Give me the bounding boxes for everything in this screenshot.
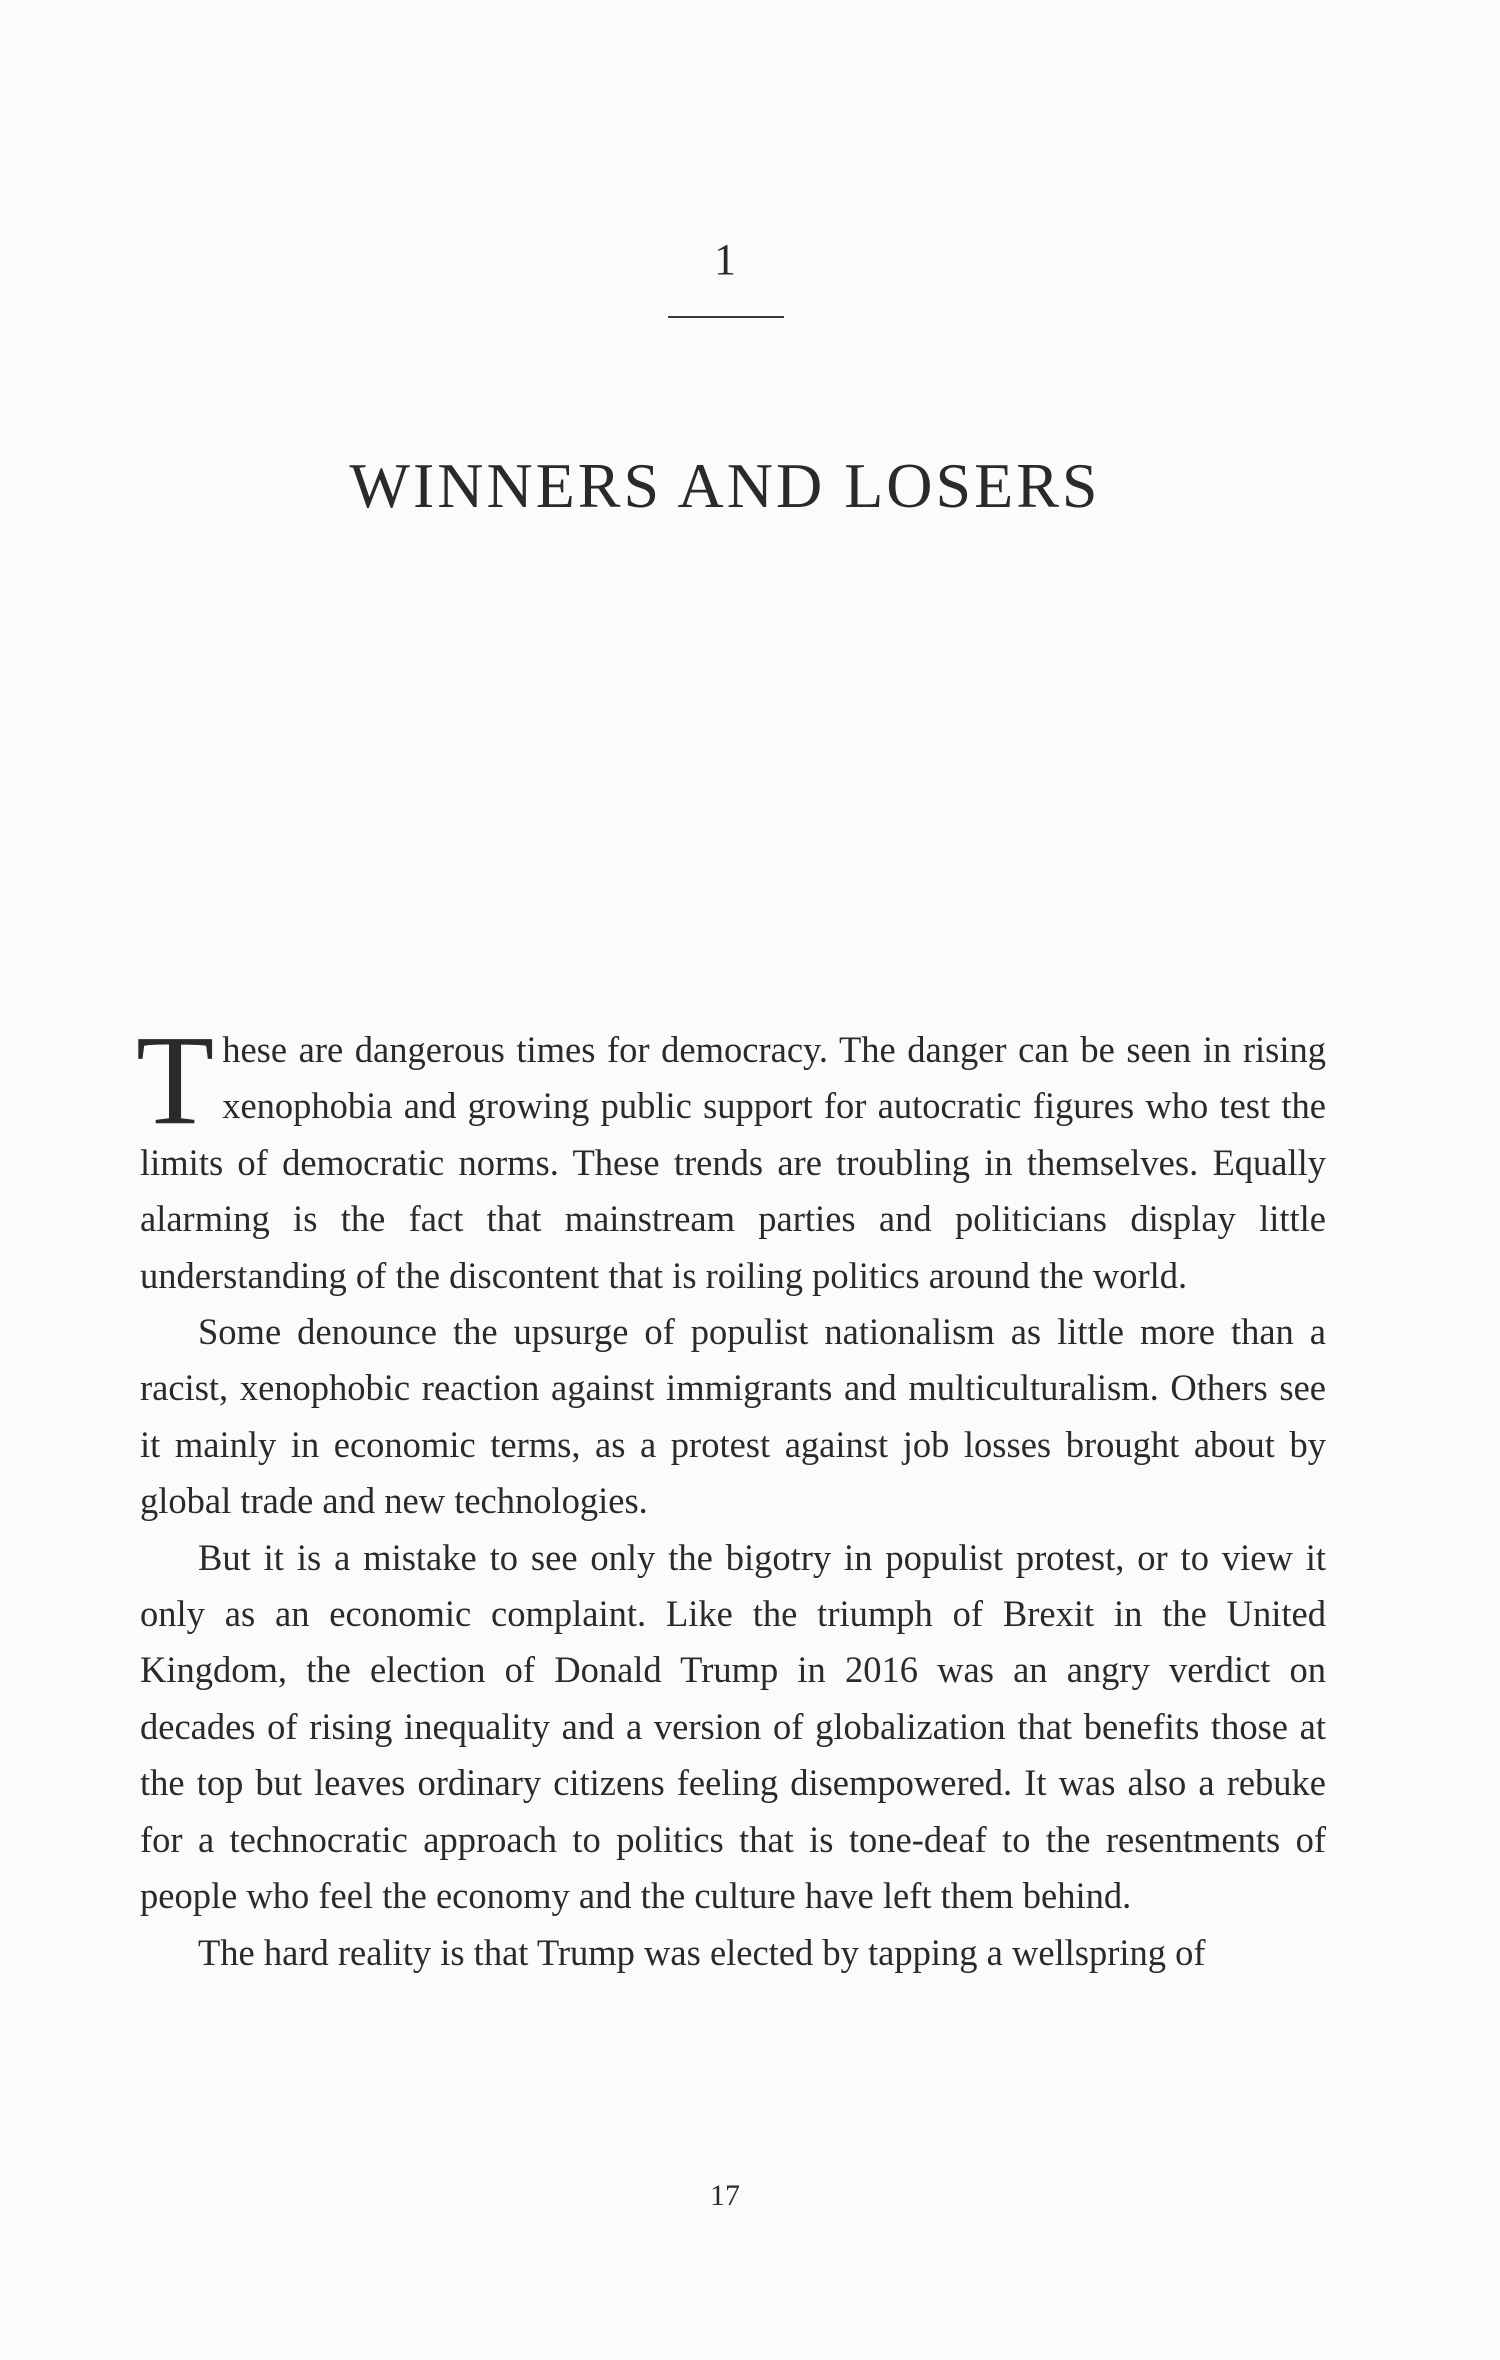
chapter-number: 1 xyxy=(714,235,736,284)
drop-cap: T xyxy=(136,1009,215,1151)
paragraph-4: The hard reality is that Trump was elected by tapping a wellspring of xyxy=(198,1931,1206,1973)
chapter-rule xyxy=(668,316,784,318)
chapter-title: WINNERS AND LOSERS xyxy=(349,450,1101,521)
page-number: 17 xyxy=(710,2179,740,2212)
paragraph-1 xyxy=(136,1009,1326,1304)
body-text xyxy=(136,1009,1326,1981)
paragraph-1-text: hese are dangerous times for democracy. The danger can be seen in rising xenophobia and growing public support for autocratic figures who test the limits of democratic norms. These trends are troubling in themselves. Equally alarming is the fact that mainstream parties and politicians display little understanding of the discontent that is roiling politics around the world. xyxy=(140,1029,1326,1296)
paragraph-2: Some denounce the upsurge of populist nationalism as little more than a racist, xenophobic reaction against immigrants and multiculturalism. Others see it mainly in economic terms, as a protest against job losses brought about by global trade and new technologies. xyxy=(140,1311,1326,1522)
paragraph-3: But it is a mistake to see only the bigotry in populist protest, or to view it only as an economic complaint. Like the triumph of Brexit in the United Kingdom, the election of Donald Trump in 2016 was an angry verdict on decades of rising inequality and a version of globalization that benefits those at the top but leaves ordinary citizens feeling disempowered. It was also a rebuke for a technocratic approach to politics that is tone-deaf to the resentments of people who feel the economy and the culture have left them behind. xyxy=(140,1536,1326,1917)
